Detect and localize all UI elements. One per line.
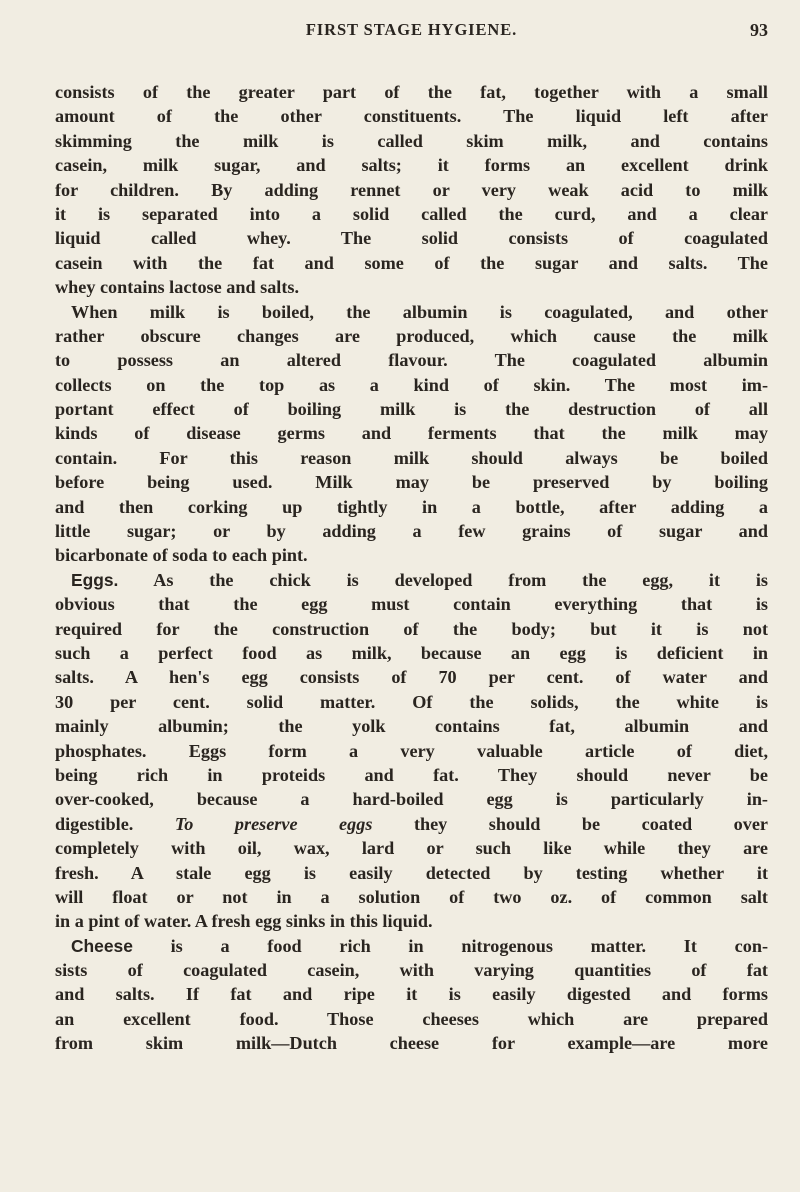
text-line: and then corking up tightly in a bottle, after adding a — [55, 496, 768, 517]
text-line: required for the construction of the body; but it is not — [55, 618, 768, 639]
text-line: Eggs. As the chick is developed from the egg, it is — [71, 569, 768, 590]
text-line: 30 per cent. solid matter. Of the solids, the white is — [55, 691, 768, 712]
book-page — [55, 20, 768, 1056]
page-number: 93 — [750, 20, 768, 40]
text-line: amount of the other constituents. The liquid left after — [55, 106, 768, 127]
section-heading-cheese: Cheese — [71, 935, 133, 956]
text-line: being rich in proteids and fat. They should never be — [55, 764, 768, 785]
text-line: contain. For this reason milk should always be boiled — [55, 447, 768, 468]
text-line: consists of the greater part of the fat, together with a small — [55, 82, 768, 102]
text-line: phosphates. Eggs form a very valuable article of diet, — [55, 740, 768, 761]
body-text — [55, 80, 768, 1056]
text-line: When milk is boiled, the albumin is coagulated, and other — [71, 301, 768, 322]
text-line: casein, milk sugar, and salts; it forms an excellent drink — [55, 155, 768, 176]
text-line: mainly albumin; the yolk contains fat, albumin and — [55, 716, 768, 737]
text-line: an excellent food. Those cheeses which are prepared — [55, 1008, 768, 1029]
text-line: to possess an altered flavour. The coagulated albumin — [55, 350, 768, 371]
text-line: skimming the milk is called skim milk, and contains — [55, 130, 768, 151]
text-line: kinds of disease germs and ferments that the milk may — [55, 423, 768, 444]
text-line: bicarbonate of soda to each pint. — [55, 545, 308, 566]
text-line: it is separated into a solid called the curd, and a clear — [55, 203, 768, 224]
running-head — [55, 20, 768, 46]
text-line: collects on the top as a kind of skin. The most im- — [55, 374, 768, 395]
text-line: liquid called whey. The solid consists of coagulated — [55, 228, 768, 249]
text-line: casein with the fat and some of the sugar and salts. The — [55, 252, 768, 273]
text-line: digestible. To preserve eggs they should be coated over — [55, 813, 768, 834]
section-heading-eggs: Eggs. — [71, 569, 119, 590]
text-line: and salts. If fat and ripe it is easily digested and forms — [55, 984, 768, 1005]
text-line: from skim milk—Dutch cheese for example—are more — [55, 1033, 768, 1054]
text-line: salts. A hen's egg consists of 70 per cent. of water and — [55, 667, 768, 688]
text-line: over-cooked, because a hard-boiled egg is particularly in- — [55, 789, 768, 810]
running-title: FIRST STAGE HYGIENE. — [305, 20, 518, 39]
text-line: completely with oil, wax, lard or such like while they are — [55, 838, 768, 859]
text-line: fresh. A stale egg is easily detected by testing whether it — [55, 862, 768, 883]
text-line: will float or not in a solution of two oz. of common salt — [55, 886, 768, 907]
text-line: little sugar; or by adding a few grains of sugar and — [55, 521, 768, 542]
text-line: rather obscure changes are produced, which cause the milk — [55, 325, 768, 346]
text-line: obvious that the egg must contain everything that is — [55, 594, 768, 615]
text-line: sists of coagulated casein, with varying quantities of fat — [55, 960, 768, 981]
text-line: before being used. Milk may be preserved by boiling — [55, 472, 768, 493]
text-line: such a perfect food as milk, because an egg is deficient in — [55, 642, 768, 663]
text-line: Cheese is a food rich in nitrogenous matter. It con- — [71, 935, 768, 956]
text-line: whey contains lactose and salts. — [55, 277, 300, 298]
text-line: portant effect of boiling milk is the destruction of all — [55, 399, 768, 420]
italic-phrase: To preserve eggs — [174, 813, 373, 834]
text-line: in a pint of water. A fresh egg sinks in this liquid. — [55, 911, 433, 932]
text-line: for children. By adding rennet or very weak acid to milk — [55, 179, 768, 200]
